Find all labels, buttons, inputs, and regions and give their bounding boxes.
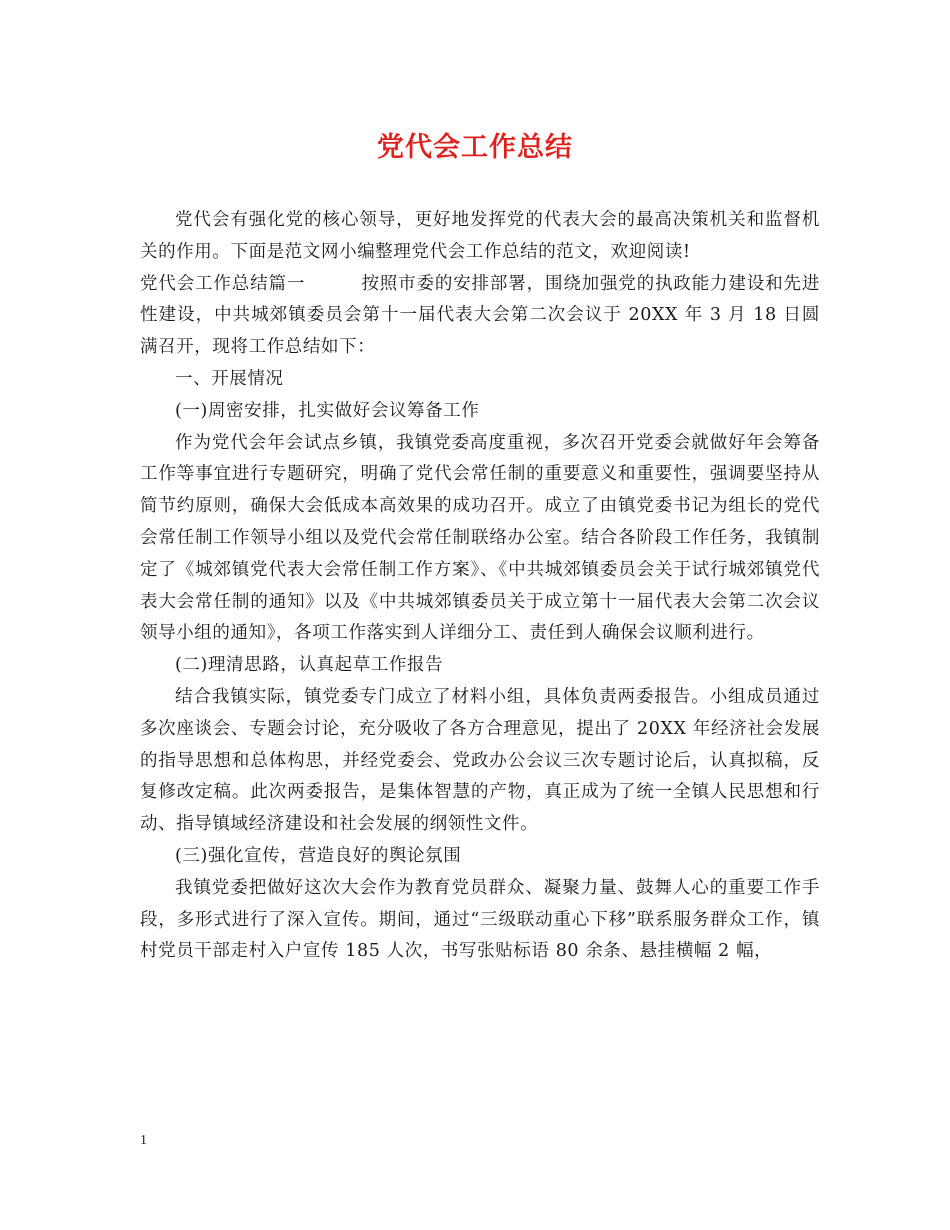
intro-paragraph: 党代会有强化党的核心领导，更好地发挥党的代表大会的最高决策机关和监督机关的作用。下面是范文网小编整理党代会工作总结的范文，欢迎阅读! [140, 210, 820, 262]
article-lead: 按照市委的安排部署，围绕加强党的执政能力建设和先进性建设，中共城郊镇委员会第十一届代表大会第二次会议于 20XX 年 3 月 18 日圆满召开，现将工作总结如下： [140, 273, 821, 358]
section-heading: 一、开展情况 [175, 368, 284, 389]
article-heading: 党代会工作总结篇一 [140, 273, 306, 294]
document-body [140, 205, 820, 968]
document-title: 党代会工作总结 [377, 132, 573, 163]
subsection-body-2: 结合我镇实际，镇党委专门成立了材料小组，具体负责两委报告。小组成员通过多次座谈会、专题会讨论，充分吸收了各方合理意见，提出了 20XX 年经济社会发展的指导思想和总体构思，并经党委会、党政办公会议三次专题讨论后，认真拟稿，反复修改定稿。此次两委报告，是集体智慧的产物，真正成为了统一全镇人民思想和行动、指导镇域经济建设和社会发展的纲领性文件。 [140, 686, 820, 835]
subsection-heading-1: (一)周密安排，扎实做好会议筹备工作 [175, 400, 480, 421]
subsection-body-1: 作为党代会年会试点乡镇，我镇党委高度重视，多次召开党委会就做好年会筹备工作等事宜进行专题研究，明确了党代会常任制的重要意义和重要性，强调要坚持从简节约原则，确保大会低成本高效果的成功召开。成立了由镇党委书记为组长的党代会常任制工作领导小组以及党代会常任制联络办公室。结合各阶段工作任务，我镇制定了《城郊镇党代表大会常任制工作方案》、《中共城郊镇委员会关于试行城郊镇党代表大会常任制的通知》以及《中共城郊镇委员关于成立第十一届代表大会第二次会议领导小组的通知》，各项工作落实到人详细分工、责任到人确保会议顺利进行。 [140, 432, 820, 644]
page-number: 1 [140, 1133, 147, 1148]
subsection-heading-2: (二)理清思路，认真起草工作报告 [175, 655, 444, 676]
article-paragraph [140, 269, 820, 364]
subsection-body-3: 我镇党委把做好这次大会作为教育党员群众、凝聚力量、鼓舞人心的重要工作手段，多形式进行了深入宣传。期间，通过“三级联动重心下移”联系服务群众工作，镇村党员干部走村入户宣传 185 人次，书写张贴标语 80 余条、悬挂横幅 2 幅， [140, 877, 820, 962]
subsection-heading-3: (三)强化宣传，营造良好的舆论氛围 [175, 845, 462, 866]
